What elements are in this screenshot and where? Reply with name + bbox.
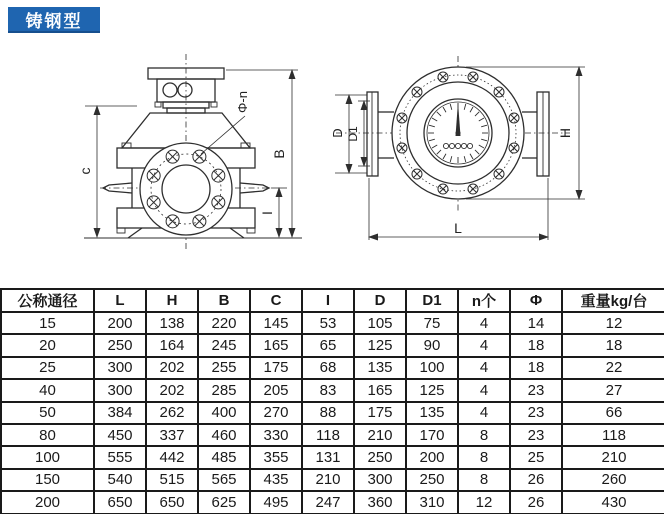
table-cell: 23 [510, 379, 562, 401]
table-cell: 202 [146, 357, 198, 379]
col-header: 重量kg/台 [562, 289, 664, 312]
table-cell: 135 [406, 402, 458, 424]
table-cell: 4 [458, 312, 510, 334]
table-row [1, 379, 664, 401]
table-row [1, 312, 664, 334]
dim-label-i: I [259, 211, 275, 215]
table-cell: 20 [1, 334, 94, 356]
type-badge: 铸钢型 [8, 7, 100, 33]
dim-label-d: D [330, 128, 345, 138]
table-cell: 485 [198, 446, 250, 468]
front-flange-outer [140, 143, 232, 235]
table-cell: 23 [510, 424, 562, 446]
spec-table-wrap [0, 288, 664, 514]
table-cell: 300 [94, 379, 146, 401]
table-cell: 4 [458, 402, 510, 424]
table-cell: 435 [250, 469, 302, 491]
table-cell: 220 [198, 312, 250, 334]
dim-label-c: c [77, 167, 93, 175]
table-cell: 131 [302, 446, 354, 468]
table-cell: 650 [146, 491, 198, 513]
table-cell: 53 [302, 312, 354, 334]
col-header: B [198, 289, 250, 312]
table-cell: 50 [1, 402, 94, 424]
table-cell: 125 [354, 334, 406, 356]
table-cell: 495 [250, 491, 302, 513]
table-cell: 22 [562, 357, 664, 379]
table-cell: 135 [354, 357, 406, 379]
table-header-row [1, 289, 664, 312]
table-cell: 430 [562, 491, 664, 513]
table-cell: 90 [406, 334, 458, 356]
table-cell: 565 [198, 469, 250, 491]
table-cell: 210 [562, 446, 664, 468]
table-cell: 23 [510, 402, 562, 424]
table-cell: 100 [406, 357, 458, 379]
table-cell: 625 [198, 491, 250, 513]
counter-window-left [163, 83, 177, 97]
table-cell: 18 [562, 334, 664, 356]
table-cell: 175 [250, 357, 302, 379]
table-cell: 202 [146, 379, 198, 401]
table-cell: 270 [250, 402, 302, 424]
table-cell: 337 [146, 424, 198, 446]
table-cell: 105 [354, 312, 406, 334]
col-header: I [302, 289, 354, 312]
col-header: Φ [510, 289, 562, 312]
table-cell: 205 [250, 379, 302, 401]
table-cell: 450 [94, 424, 146, 446]
table-cell: 8 [458, 424, 510, 446]
table-cell: 14 [510, 312, 562, 334]
table-cell: 245 [198, 334, 250, 356]
table-cell: 118 [562, 424, 664, 446]
table-cell: 100 [1, 446, 94, 468]
table-cell: 210 [302, 469, 354, 491]
table-cell: 262 [146, 402, 198, 424]
counter-window-right [178, 83, 192, 97]
col-header: 公称通径 [1, 289, 94, 312]
col-header: C [250, 289, 302, 312]
table-cell: 88 [302, 402, 354, 424]
table-cell: 66 [562, 402, 664, 424]
table-cell: 8 [458, 446, 510, 468]
table-cell: 118 [302, 424, 354, 446]
table-cell: 255 [198, 357, 250, 379]
table-cell: 650 [94, 491, 146, 513]
bolt-callout-label: Φ-n [235, 91, 250, 113]
table-cell: 300 [94, 357, 146, 379]
col-header: L [94, 289, 146, 312]
table-row [1, 357, 664, 379]
dim-label-b: B [271, 149, 287, 159]
table-cell: 170 [406, 424, 458, 446]
table-cell: 4 [458, 334, 510, 356]
table-cell: 65 [302, 334, 354, 356]
table-cell: 15 [1, 312, 94, 334]
table-cell: 400 [198, 402, 250, 424]
left-flange [367, 92, 378, 176]
table-cell: 164 [146, 334, 198, 356]
table-cell: 200 [94, 312, 146, 334]
table-cell: 68 [302, 357, 354, 379]
col-header: H [146, 289, 198, 312]
table-cell: 285 [198, 379, 250, 401]
table-cell: 12 [458, 491, 510, 513]
front-view-drawing [77, 54, 302, 251]
table-cell: 360 [354, 491, 406, 513]
table-cell: 18 [510, 357, 562, 379]
table-cell: 12 [562, 312, 664, 334]
table-cell: 355 [250, 446, 302, 468]
table-cell: 80 [1, 424, 94, 446]
table-cell: 200 [1, 491, 94, 513]
table-cell: 210 [354, 424, 406, 446]
table-cell: 310 [406, 491, 458, 513]
table-cell: 18 [510, 334, 562, 356]
table-cell: 145 [250, 312, 302, 334]
table-cell: 250 [406, 469, 458, 491]
table-cell: 460 [198, 424, 250, 446]
col-header: D1 [406, 289, 458, 312]
table-cell: 25 [1, 357, 94, 379]
table-cell: 555 [94, 446, 146, 468]
table-cell: 260 [562, 469, 664, 491]
table-cell: 150 [1, 469, 94, 491]
table-cell: 8 [458, 469, 510, 491]
table-cell: 250 [94, 334, 146, 356]
table-cell: 384 [94, 402, 146, 424]
side-view-drawing [330, 56, 585, 240]
table-row [1, 402, 664, 424]
table-cell: 247 [302, 491, 354, 513]
col-header: D [354, 289, 406, 312]
table-cell: 125 [406, 379, 458, 401]
table-cell: 165 [354, 379, 406, 401]
table-cell: 4 [458, 357, 510, 379]
dim-label-h: H [557, 127, 573, 139]
dial-hub [456, 131, 461, 136]
table-cell: 200 [406, 446, 458, 468]
table-cell: 300 [354, 469, 406, 491]
table-row [1, 469, 664, 491]
table-cell: 540 [94, 469, 146, 491]
table-row [1, 491, 664, 513]
table-cell: 27 [562, 379, 664, 401]
table-cell: 165 [250, 334, 302, 356]
spec-table [0, 288, 664, 514]
table-row [1, 334, 664, 356]
table-cell: 26 [510, 469, 562, 491]
table-cell: 175 [354, 402, 406, 424]
table-cell: 138 [146, 312, 198, 334]
col-header: n个 [458, 289, 510, 312]
table-row [1, 424, 664, 446]
table-cell: 4 [458, 379, 510, 401]
table-cell: 442 [146, 446, 198, 468]
table-cell: 26 [510, 491, 562, 513]
dim-label-d1: D1 [346, 126, 360, 142]
table-cell: 25 [510, 446, 562, 468]
table-cell: 330 [250, 424, 302, 446]
table-cell: 75 [406, 312, 458, 334]
table-cell: 40 [1, 379, 94, 401]
table-cell: 250 [354, 446, 406, 468]
table-cell: 83 [302, 379, 354, 401]
dim-label-l: L [454, 220, 462, 236]
table-row [1, 446, 664, 468]
table-cell: 515 [146, 469, 198, 491]
